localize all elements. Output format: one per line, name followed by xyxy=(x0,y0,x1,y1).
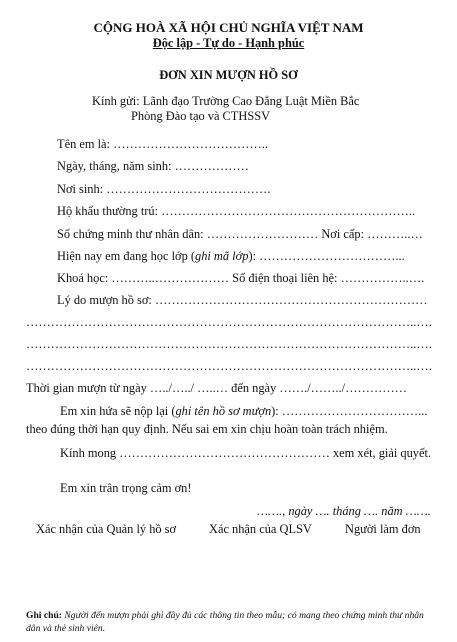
motto-text: Độc lập - Tự do - Hạnh phúc xyxy=(152,36,305,50)
name-field: Tên em là: ……………………………….. xyxy=(57,137,268,151)
promise-line-2: theo đúng thời hạn quy định. Nếu sai em xin chịu hoàn toàn trách nhiệm. xyxy=(26,422,388,436)
class-dots: ): ……………………………... xyxy=(248,249,405,263)
note-label: Ghi chú: xyxy=(26,610,62,621)
reason-field: Lý do mượn hồ sơ: ………………………………………………………… xyxy=(57,293,428,307)
promise-line xyxy=(60,404,427,419)
nation-heading: CỘNG HOÀ XÃ HỘI CHỦ NGHĨA VIỆT NAM xyxy=(93,20,364,35)
signature-qlsv: Xác nhận của QLSV xyxy=(209,522,312,536)
class-hint: ghi mã lớp xyxy=(195,249,249,263)
reason-line-3: …………………………………………………………………………………..…. xyxy=(26,359,432,373)
signature-records: Xác nhận của Quản lý hồ sơ xyxy=(36,522,177,536)
note-line-2: dân và thẻ sinh viên. xyxy=(26,623,106,634)
promise-hint: ghi tên hồ sơ mượn xyxy=(175,404,272,418)
promise-label: Em xin hứa sẽ nộp lại ( xyxy=(60,404,176,418)
motto xyxy=(0,36,457,51)
course-field: Khoá học: ………..……………… Số điện thoại liên hệ: ……………..…. xyxy=(57,271,425,285)
borrow-period: Thời gian mượn từ ngày …../…../ …..… đến ngày ……./……../…………… xyxy=(26,381,408,395)
date-line: ……., ngày …. tháng …. năm ……. xyxy=(257,504,431,518)
reason-line-2: …………………………………………………………………………………..…. xyxy=(26,337,432,351)
promise-dots: ): ……………………………... xyxy=(271,404,428,418)
reason-line-1: …………………………………………………………………………………..…. xyxy=(26,315,432,329)
id-field: Số chứng minh thư nhân dân: ……………………… Nơi cấp: ………..… xyxy=(57,227,423,241)
form-title: ĐƠN XIN MƯỢN HỒ SƠ xyxy=(159,68,298,82)
birthplace-field: Nơi sinh: …………………………………. xyxy=(57,182,271,196)
dob-field: Ngày, tháng, năm sinh: ……………… xyxy=(57,159,249,173)
addressee-line-2: Phòng Đào tạo và CTHSSV xyxy=(131,109,271,123)
request-line: Kính mong …………………………………………… xem xét, giải quyết. xyxy=(60,446,432,460)
note-line-1 xyxy=(26,610,424,621)
class-label: Hiện nay em đang học lớp ( xyxy=(57,249,195,263)
thanks-line: Em xin trân trọng cảm ơn! xyxy=(60,481,192,495)
household-field: Hộ khẩu thường trú: …………………………………………………….. xyxy=(57,204,416,218)
class-field xyxy=(57,249,405,264)
addressee-line-1: Kính gửi: Lãnh đạo Trường Cao Đẳng Luật Miền Bắc xyxy=(92,94,360,108)
signature-applicant: Người làm đơn xyxy=(345,522,421,536)
note-text-1: Người đến mượn phải ghi đầy đủ các thông tin theo mẫu; có mang theo chứng minh thư nhân xyxy=(64,610,424,621)
